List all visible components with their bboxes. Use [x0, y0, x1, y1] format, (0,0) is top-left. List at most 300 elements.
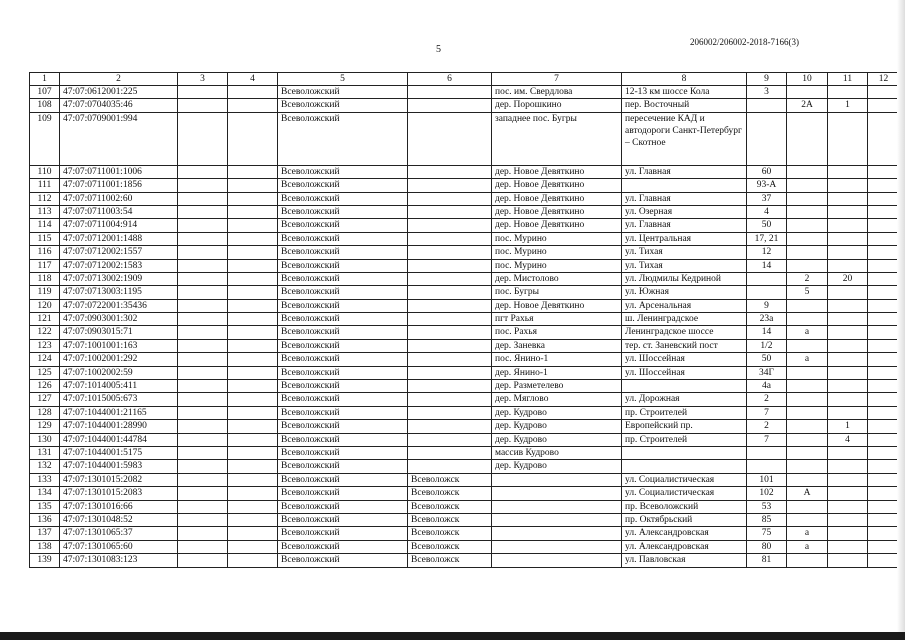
- cell-col-10: [787, 554, 828, 567]
- cell-col-3: [178, 326, 228, 339]
- table-row: [30, 473, 900, 486]
- cell-col-1: 138: [30, 540, 60, 553]
- cell-col-12: [868, 272, 900, 285]
- table-row: [30, 326, 900, 339]
- cell-col-3: [178, 446, 228, 459]
- cell-col-5: Всеволожский: [278, 299, 408, 312]
- cell-col-12: [868, 112, 900, 165]
- cell-col-2: 47:07:1301015:2083: [60, 487, 178, 500]
- cell-col-1: 114: [30, 219, 60, 232]
- cell-col-4: [228, 272, 278, 285]
- table-row: [30, 99, 900, 112]
- cell-col-4: [228, 299, 278, 312]
- cell-col-10: а: [787, 326, 828, 339]
- table-row: [30, 205, 900, 218]
- table-row: [30, 219, 900, 232]
- cell-col-5: Всеволожский: [278, 272, 408, 285]
- cell-col-12: [868, 313, 900, 326]
- cell-col-12: [868, 192, 900, 205]
- cell-col-8: пересечение КАД и автодороги Санкт-Петербург – Скотное: [622, 112, 747, 165]
- cell-col-7: западнее пос. Бугры: [492, 112, 622, 165]
- cell-col-5: Всеволожский: [278, 420, 408, 433]
- cell-col-1: 113: [30, 205, 60, 218]
- cell-col-11: [828, 527, 868, 540]
- cell-col-8: ул. Александровская: [622, 527, 747, 540]
- cell-col-3: [178, 473, 228, 486]
- cell-col-6: [408, 380, 492, 393]
- cell-col-7: дер. Янино-1: [492, 366, 622, 379]
- cell-col-1: 130: [30, 433, 60, 446]
- cell-col-10: [787, 406, 828, 419]
- cell-col-1: 124: [30, 353, 60, 366]
- cell-col-8: пер. Восточный: [622, 99, 747, 112]
- cell-col-7: дер. Мистолово: [492, 272, 622, 285]
- cell-col-6: Всеволожск: [408, 513, 492, 526]
- cell-col-9: 81: [747, 554, 787, 567]
- cell-col-9: 53: [747, 500, 787, 513]
- register-table: [29, 72, 900, 568]
- cell-col-3: [178, 192, 228, 205]
- cell-col-4: [228, 112, 278, 165]
- cell-col-6: [408, 433, 492, 446]
- cell-col-8: пр. Всеволожский: [622, 500, 747, 513]
- table-row: [30, 406, 900, 419]
- table-row: [30, 339, 900, 352]
- cell-col-6: [408, 259, 492, 272]
- cell-col-10: [787, 446, 828, 459]
- cell-col-12: [868, 99, 900, 112]
- cell-col-7: пгт Рахья: [492, 313, 622, 326]
- cell-col-2: 47:07:1301065:37: [60, 527, 178, 540]
- cell-col-1: 126: [30, 380, 60, 393]
- cell-col-8: пр. Октябрьский: [622, 513, 747, 526]
- cell-col-9: 9: [747, 299, 787, 312]
- cell-col-7: дер. Новое Девяткино: [492, 205, 622, 218]
- cell-col-3: [178, 99, 228, 112]
- cell-col-7: дер. Порошкино: [492, 99, 622, 112]
- cell-col-4: [228, 460, 278, 473]
- cell-col-12: [868, 232, 900, 245]
- cell-col-2: 47:07:1001001:163: [60, 339, 178, 352]
- cell-col-9: 80: [747, 540, 787, 553]
- cell-col-2: 47:07:0712002:1583: [60, 259, 178, 272]
- column-header-6: 6: [408, 73, 492, 86]
- cell-col-6: Всеволожск: [408, 554, 492, 567]
- cell-col-4: [228, 540, 278, 553]
- cell-col-1: 118: [30, 272, 60, 285]
- cell-col-6: [408, 219, 492, 232]
- cell-col-1: 122: [30, 326, 60, 339]
- cell-col-1: 110: [30, 165, 60, 178]
- cell-col-2: 47:07:1015005:673: [60, 393, 178, 406]
- cell-col-6: [408, 272, 492, 285]
- table-row: [30, 179, 900, 192]
- cell-col-4: [228, 393, 278, 406]
- cell-col-5: Всеволожский: [278, 487, 408, 500]
- cell-col-6: Всеволожск: [408, 540, 492, 553]
- cell-col-6: [408, 406, 492, 419]
- cell-col-12: [868, 540, 900, 553]
- cell-col-12: [868, 406, 900, 419]
- cell-col-12: [868, 487, 900, 500]
- cell-col-5: Всеволожский: [278, 473, 408, 486]
- cell-col-4: [228, 380, 278, 393]
- column-header-10: 10: [787, 73, 828, 86]
- cell-col-8: ул. Тихая: [622, 259, 747, 272]
- cell-col-7: дер. Заневка: [492, 339, 622, 352]
- cell-col-7: дер. Новое Девяткино: [492, 219, 622, 232]
- cell-col-2: 47:07:0711001:1856: [60, 179, 178, 192]
- cell-col-12: [868, 554, 900, 567]
- cell-col-4: [228, 527, 278, 540]
- cell-col-9: 2: [747, 393, 787, 406]
- table-row: [30, 513, 900, 526]
- cell-col-1: 135: [30, 500, 60, 513]
- cell-col-4: [228, 366, 278, 379]
- cell-col-11: [828, 313, 868, 326]
- cell-col-9: 50: [747, 353, 787, 366]
- cell-col-2: 47:07:1301016:66: [60, 500, 178, 513]
- table-row: [30, 299, 900, 312]
- table-row: [30, 460, 900, 473]
- cell-col-10: [787, 513, 828, 526]
- table-row: [30, 112, 900, 165]
- cell-col-6: [408, 165, 492, 178]
- cell-col-8: ул. Озерная: [622, 205, 747, 218]
- cell-col-12: [868, 339, 900, 352]
- cell-col-11: 1: [828, 99, 868, 112]
- cell-col-8: ул. Арсенальная: [622, 299, 747, 312]
- table-row: [30, 192, 900, 205]
- cell-col-10: [787, 299, 828, 312]
- header-row: [30, 73, 900, 86]
- cell-col-3: [178, 286, 228, 299]
- cell-col-4: [228, 326, 278, 339]
- cell-col-1: 111: [30, 179, 60, 192]
- cell-col-8: [622, 380, 747, 393]
- cell-col-2: 47:07:0711001:1006: [60, 165, 178, 178]
- table-row: [30, 232, 900, 245]
- cell-col-11: [828, 192, 868, 205]
- cell-col-8: [622, 446, 747, 459]
- cell-col-4: [228, 232, 278, 245]
- cell-col-12: [868, 246, 900, 259]
- cell-col-10: 2А: [787, 99, 828, 112]
- cell-col-9: [747, 460, 787, 473]
- cell-col-7: [492, 540, 622, 553]
- cell-col-9: 60: [747, 165, 787, 178]
- cell-col-12: [868, 205, 900, 218]
- cell-col-2: 47:07:1044001:21165: [60, 406, 178, 419]
- document-number: 206002/206002-2018-7166(3): [690, 37, 799, 47]
- cell-col-1: 121: [30, 313, 60, 326]
- cell-col-7: пос. Янино-1: [492, 353, 622, 366]
- cell-col-12: [868, 433, 900, 446]
- cell-col-1: 108: [30, 99, 60, 112]
- cell-col-7: дер. Новое Девяткино: [492, 165, 622, 178]
- cell-col-3: [178, 179, 228, 192]
- cell-col-6: [408, 446, 492, 459]
- cell-col-6: [408, 339, 492, 352]
- cell-col-6: [408, 299, 492, 312]
- cell-col-6: [408, 232, 492, 245]
- cell-col-2: 47:07:1002001:292: [60, 353, 178, 366]
- cell-col-6: Всеволожск: [408, 473, 492, 486]
- cell-col-6: [408, 99, 492, 112]
- cell-col-5: Всеволожский: [278, 259, 408, 272]
- cell-col-9: 1/2: [747, 339, 787, 352]
- cell-col-8: тер. ст. Заневский пост: [622, 339, 747, 352]
- cell-col-8: [622, 460, 747, 473]
- cell-col-9: 34Г: [747, 366, 787, 379]
- cell-col-11: [828, 112, 868, 165]
- cell-col-6: [408, 353, 492, 366]
- cell-col-10: [787, 366, 828, 379]
- cell-col-5: Всеволожский: [278, 192, 408, 205]
- cell-col-4: [228, 99, 278, 112]
- column-header-9: 9: [747, 73, 787, 86]
- cell-col-6: Всеволожск: [408, 527, 492, 540]
- cell-col-3: [178, 487, 228, 500]
- cell-col-3: [178, 246, 228, 259]
- cell-col-3: [178, 313, 228, 326]
- cell-col-5: Всеволожский: [278, 313, 408, 326]
- cell-col-10: [787, 192, 828, 205]
- cell-col-5: Всеволожский: [278, 179, 408, 192]
- table-row: [30, 366, 900, 379]
- cell-col-3: [178, 527, 228, 540]
- cell-col-2: 47:07:0711004:914: [60, 219, 178, 232]
- cell-col-9: 14: [747, 259, 787, 272]
- table-row: [30, 446, 900, 459]
- cell-col-5: Всеволожский: [278, 165, 408, 178]
- cell-col-8: 12-13 км шоссе Кола: [622, 86, 747, 99]
- cell-col-7: дер. Разметелево: [492, 380, 622, 393]
- cell-col-3: [178, 205, 228, 218]
- table-row: [30, 554, 900, 567]
- cell-col-10: [787, 219, 828, 232]
- cell-col-1: 128: [30, 406, 60, 419]
- column-header-4: 4: [228, 73, 278, 86]
- cell-col-9: 7: [747, 406, 787, 419]
- cell-col-5: Всеволожский: [278, 513, 408, 526]
- cell-col-5: Всеволожский: [278, 540, 408, 553]
- cell-col-6: [408, 366, 492, 379]
- cell-col-6: [408, 313, 492, 326]
- column-header-1: 1: [30, 73, 60, 86]
- cell-col-11: [828, 406, 868, 419]
- cell-col-2: 47:07:0903015:71: [60, 326, 178, 339]
- cell-col-3: [178, 112, 228, 165]
- cell-col-11: [828, 513, 868, 526]
- cell-col-2: 47:07:1044001:44784: [60, 433, 178, 446]
- table-row: [30, 420, 900, 433]
- column-header-7: 7: [492, 73, 622, 86]
- cell-col-7: дер. Кудрово: [492, 460, 622, 473]
- cell-col-8: ул. Социалистическая: [622, 473, 747, 486]
- cell-col-9: 23а: [747, 313, 787, 326]
- cell-col-4: [228, 219, 278, 232]
- cell-col-1: 117: [30, 259, 60, 272]
- cell-col-3: [178, 554, 228, 567]
- cell-col-12: [868, 513, 900, 526]
- cell-col-3: [178, 500, 228, 513]
- cell-col-9: 4: [747, 205, 787, 218]
- cell-col-9: 75: [747, 527, 787, 540]
- cell-col-4: [228, 487, 278, 500]
- cell-col-10: [787, 205, 828, 218]
- cell-col-11: [828, 205, 868, 218]
- cell-col-1: 125: [30, 366, 60, 379]
- cell-col-8: [622, 179, 747, 192]
- cell-col-3: [178, 165, 228, 178]
- cell-col-5: Всеволожский: [278, 205, 408, 218]
- cell-col-12: [868, 286, 900, 299]
- cell-col-7: [492, 487, 622, 500]
- cell-col-9: 102: [747, 487, 787, 500]
- cell-col-12: [868, 420, 900, 433]
- cell-col-3: [178, 272, 228, 285]
- cell-col-10: [787, 500, 828, 513]
- cell-col-12: [868, 259, 900, 272]
- cell-col-1: 132: [30, 460, 60, 473]
- cell-col-5: Всеволожский: [278, 446, 408, 459]
- cell-col-11: [828, 165, 868, 178]
- column-header-3: 3: [178, 73, 228, 86]
- column-header-5: 5: [278, 73, 408, 86]
- cell-col-8: ул. Южная: [622, 286, 747, 299]
- cell-col-11: [828, 339, 868, 352]
- cell-col-12: [868, 165, 900, 178]
- cell-col-11: [828, 219, 868, 232]
- cell-col-11: [828, 299, 868, 312]
- cell-col-1: 136: [30, 513, 60, 526]
- cell-col-1: 123: [30, 339, 60, 352]
- cell-col-10: [787, 460, 828, 473]
- cell-col-4: [228, 192, 278, 205]
- cell-col-3: [178, 339, 228, 352]
- cell-col-8: ул. Социалистическая: [622, 487, 747, 500]
- cell-col-6: [408, 246, 492, 259]
- column-header-2: 2: [60, 73, 178, 86]
- cell-col-8: ул. Шоссейная: [622, 353, 747, 366]
- cell-col-11: 20: [828, 272, 868, 285]
- cell-col-7: дер. Кудрово: [492, 433, 622, 446]
- cell-col-6: [408, 393, 492, 406]
- cell-col-10: [787, 433, 828, 446]
- table-row: [30, 259, 900, 272]
- cell-col-11: [828, 487, 868, 500]
- cell-col-4: [228, 406, 278, 419]
- cell-col-3: [178, 540, 228, 553]
- cell-col-8: пр. Строителей: [622, 406, 747, 419]
- cell-col-11: [828, 232, 868, 245]
- cell-col-6: [408, 460, 492, 473]
- table-row: [30, 487, 900, 500]
- cell-col-6: [408, 86, 492, 99]
- cell-col-1: 137: [30, 527, 60, 540]
- cell-col-7: массив Кудрово: [492, 446, 622, 459]
- cell-col-8: ш. Ленинградское: [622, 313, 747, 326]
- cell-col-8: Ленинградское шоссе: [622, 326, 747, 339]
- cell-col-2: 47:07:1044001:5983: [60, 460, 178, 473]
- cell-col-7: дер. Кудрово: [492, 420, 622, 433]
- cell-col-8: ул. Тихая: [622, 246, 747, 259]
- table-row: [30, 246, 900, 259]
- cell-col-10: 2: [787, 272, 828, 285]
- cell-col-10: [787, 232, 828, 245]
- cell-col-11: [828, 246, 868, 259]
- cell-col-10: [787, 313, 828, 326]
- cell-col-7: дер. Кудрово: [492, 406, 622, 419]
- cell-col-2: 47:07:1301015:2082: [60, 473, 178, 486]
- cell-col-11: [828, 366, 868, 379]
- cell-col-2: 47:07:0722001:35436: [60, 299, 178, 312]
- cell-col-1: 109: [30, 112, 60, 165]
- table-row: [30, 286, 900, 299]
- cell-col-1: 120: [30, 299, 60, 312]
- cell-col-1: 116: [30, 246, 60, 259]
- cell-col-5: Всеволожский: [278, 286, 408, 299]
- cell-col-9: 14: [747, 326, 787, 339]
- cell-col-7: [492, 527, 622, 540]
- cell-col-1: 107: [30, 86, 60, 99]
- cell-col-11: [828, 446, 868, 459]
- cell-col-2: 47:07:1301065:60: [60, 540, 178, 553]
- cell-col-2: 47:07:0712001:1488: [60, 232, 178, 245]
- cell-col-12: [868, 366, 900, 379]
- cell-col-10: А: [787, 487, 828, 500]
- cell-col-4: [228, 473, 278, 486]
- cell-col-11: [828, 540, 868, 553]
- cell-col-10: [787, 165, 828, 178]
- cell-col-3: [178, 460, 228, 473]
- cell-col-3: [178, 259, 228, 272]
- cell-col-2: 47:07:0711003:54: [60, 205, 178, 218]
- cell-col-8: пр. Строителей: [622, 433, 747, 446]
- table-row: [30, 86, 900, 99]
- cell-col-10: а: [787, 527, 828, 540]
- cell-col-10: [787, 246, 828, 259]
- cell-col-3: [178, 353, 228, 366]
- cell-col-2: 47:07:0713002:1909: [60, 272, 178, 285]
- cell-col-4: [228, 339, 278, 352]
- cell-col-9: [747, 99, 787, 112]
- cell-col-6: [408, 112, 492, 165]
- cell-col-9: 50: [747, 219, 787, 232]
- cell-col-4: [228, 313, 278, 326]
- cell-col-7: [492, 513, 622, 526]
- cell-col-12: [868, 500, 900, 513]
- cell-col-11: [828, 86, 868, 99]
- cell-col-8: ул. Людмилы Кедриной: [622, 272, 747, 285]
- cell-col-1: 139: [30, 554, 60, 567]
- cell-col-4: [228, 259, 278, 272]
- table-row: [30, 500, 900, 513]
- cell-col-6: [408, 326, 492, 339]
- cell-col-3: [178, 86, 228, 99]
- cell-col-7: дер. Новое Девяткино: [492, 192, 622, 205]
- cell-col-6: Всеволожск: [408, 487, 492, 500]
- scan-edge: [897, 0, 905, 640]
- cell-col-9: 17, 21: [747, 232, 787, 245]
- cell-col-5: Всеволожский: [278, 393, 408, 406]
- cell-col-10: [787, 259, 828, 272]
- cell-col-2: 47:07:1044001:5175: [60, 446, 178, 459]
- cell-col-6: [408, 192, 492, 205]
- cell-col-3: [178, 393, 228, 406]
- page-number: 5: [436, 44, 441, 55]
